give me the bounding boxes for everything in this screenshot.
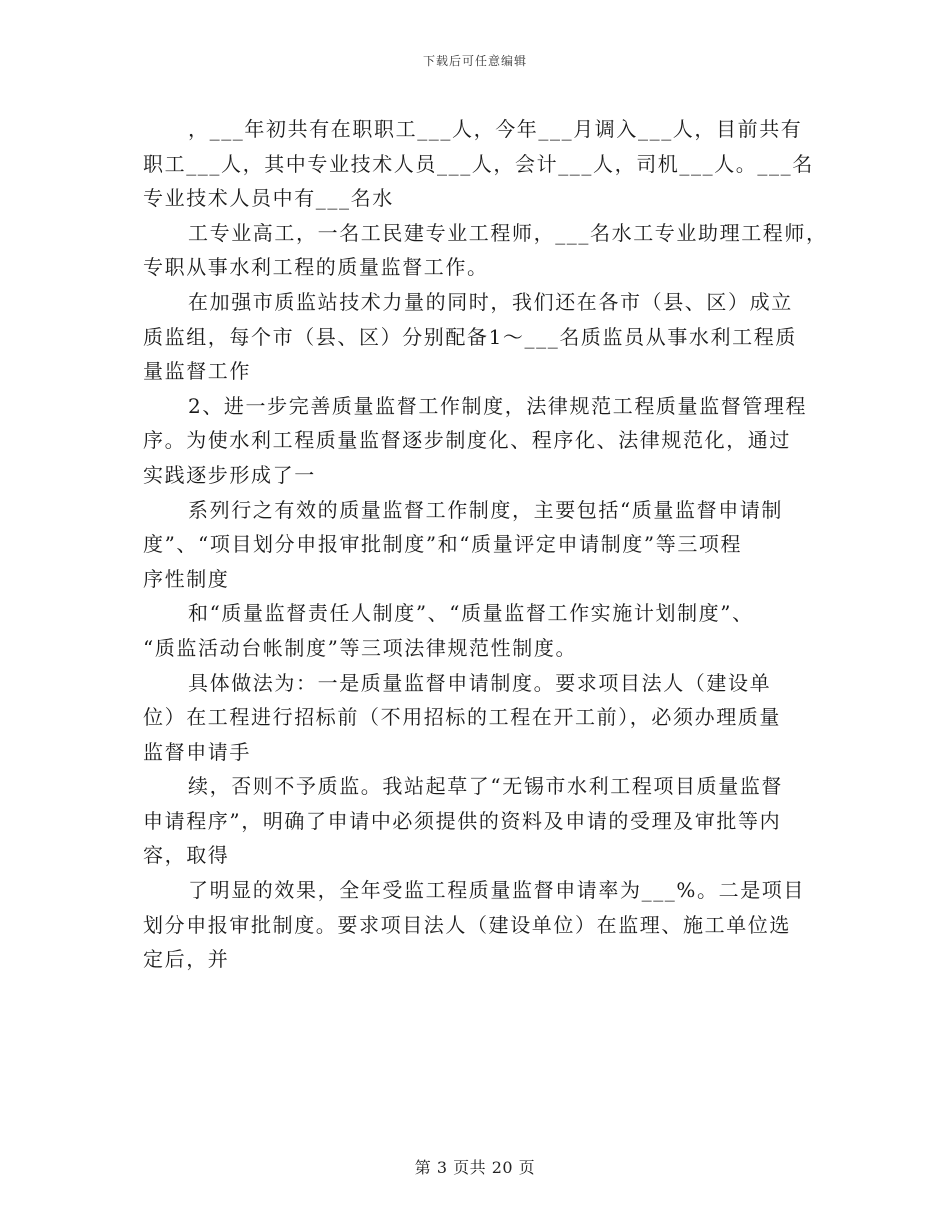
text-line: 监督申请手 [143, 739, 251, 764]
text-line: 2、进一步完善质量监督工作制度，法律规范工程质量监督管理程 [188, 393, 808, 418]
document-body [143, 112, 828, 977]
text-line: 实践逐步形成了一 [143, 462, 316, 487]
text-line: 位）在工程进行招标前（不用招标的工程在开工前），必须办理质量 [143, 705, 781, 730]
body-text [143, 112, 828, 977]
text-line: 工专业高工，一名工民建专业工程师，___名水工专业助理工程师， [188, 220, 828, 245]
text-line: 申请程序”，明确了申请中必须提供的资料及申请的受理及审批等内 [143, 808, 782, 833]
text-line: 专业技术人员中有___名水 [143, 186, 394, 211]
text-line: 序性制度 [143, 566, 230, 591]
text-line: “质监活动台帐制度”等三项法律规范性制度。 [143, 635, 578, 660]
text-line: 系列行之有效的质量监督工作制度，主要包括“质量监督申请制 [188, 497, 784, 522]
text-line: 职工___人，其中专业技术人员___人，会计___人，司机___人。___名 [143, 151, 814, 176]
text-line: ，___年初共有在职职工___人，今年___月调入___人，目前共有 [188, 117, 803, 141]
text-line: 和“质量监督责任人制度”、“质量监督工作实施计划制度”、 [188, 601, 754, 626]
text-line: 了明显的效果，全年受监工程质量监督申请率为___%。二是项目 [188, 878, 806, 903]
page-footer: 第 3 页共 20 页 [414, 1158, 536, 1177]
text-line: 度”、“项目划分申报审批制度”和“质量评定申请制度”等三项程 [143, 532, 743, 557]
text-line: 续，否则不予质监。我站起草了“无锡市水利工程项目质量监督 [188, 774, 784, 799]
text-line: 容，取得 [143, 843, 230, 868]
text-line: 质监组，每个市（县、区）分别配备1～___名质监员从事水利工程质 [143, 324, 797, 349]
text-line: 定后，并 [143, 947, 230, 972]
text-line: 划分申报审批制度。要求项目法人（建设单位）在监理、施工单位选 [143, 912, 791, 937]
text-line: 序。为使水利工程质量监督逐步制度化、程序化、法律规范化，通过 [143, 428, 791, 453]
text-line: 在加强市质监站技术力量的同时，我们还在各市（县、区）成立 [188, 289, 793, 314]
text-line: 专职从事水利工程的质量监督工作。 [143, 255, 489, 280]
text-line: 量监督工作 [143, 359, 251, 384]
page-header: 下载后可任意编辑 [422, 54, 527, 68]
text-line: 具体做法为：一是质量监督申请制度。要求项目法人（建设单 [188, 670, 772, 695]
